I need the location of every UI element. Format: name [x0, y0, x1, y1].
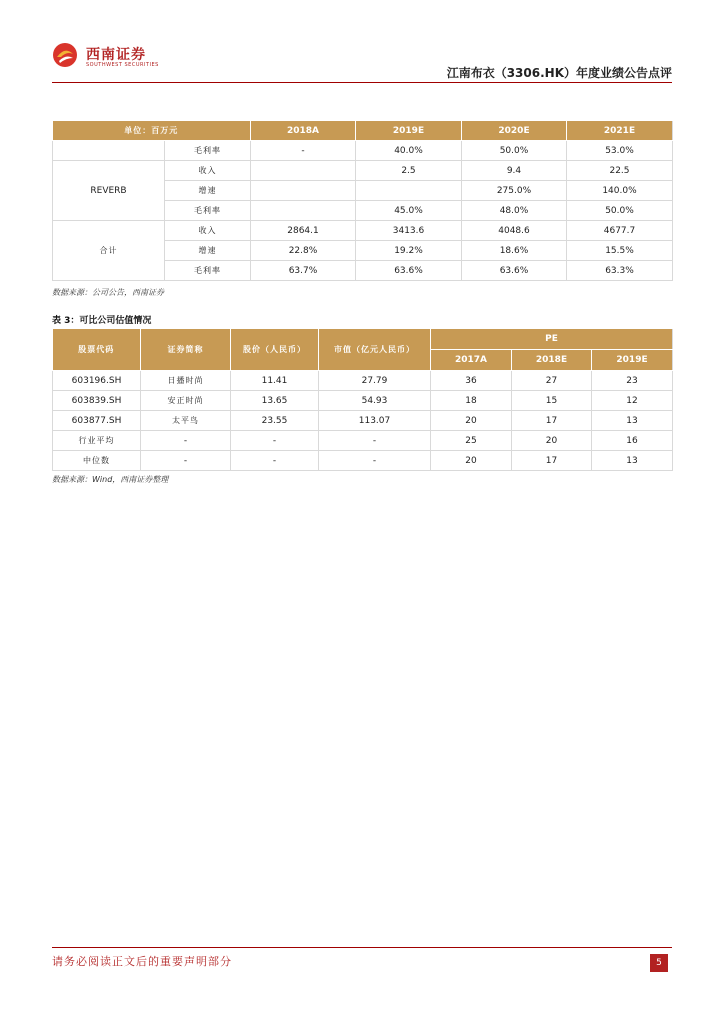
value-cell: 50.0% [567, 201, 673, 221]
price-cell: - [231, 431, 319, 451]
pe-cell: 18 [431, 391, 512, 411]
name-cell: 日播时尚 [141, 371, 231, 391]
pe-cell: 23 [592, 371, 673, 391]
value-cell: 19.2% [356, 241, 462, 261]
value-cell: 9.4 [462, 161, 567, 181]
code-cell: 603839.SH [53, 391, 141, 411]
group-cell: 合计 [53, 221, 165, 281]
value-cell: 275.0% [462, 181, 567, 201]
table-row [53, 161, 673, 181]
value-cell: - [251, 141, 356, 161]
pe-header: PE [431, 329, 673, 350]
value-cell: 2.5 [356, 161, 462, 181]
valuation-table [52, 329, 673, 471]
value-cell: 15.5% [567, 241, 673, 261]
pe-cell: 36 [431, 371, 512, 391]
metric-cell: 毛利率 [165, 201, 251, 221]
cap-cell: - [319, 431, 431, 451]
year-header: 2017A [431, 350, 512, 371]
price-cell: 13.65 [231, 391, 319, 411]
table-row [53, 221, 673, 241]
price-cell: - [231, 451, 319, 471]
pe-cell: 15 [512, 391, 592, 411]
cap-cell: 27.79 [319, 371, 431, 391]
name-header: 证券简称 [141, 329, 231, 371]
company-logo [52, 40, 162, 76]
unit-header: 单位：百万元 [53, 121, 251, 141]
metric-cell: 毛利率 [165, 141, 251, 161]
value-cell: 53.0% [567, 141, 673, 161]
year-header: 2018E [512, 350, 592, 371]
table-row [53, 391, 673, 411]
pe-cell: 17 [512, 451, 592, 471]
value-cell: 63.6% [462, 261, 567, 281]
table3-title: 表 3：可比公司估值情况 [52, 316, 152, 326]
name-cell: - [141, 431, 231, 451]
table-row [53, 451, 673, 471]
pe-cell: 13 [592, 411, 673, 431]
value-cell [251, 161, 356, 181]
year-header: 2018A [251, 121, 356, 141]
code-header: 股票代码 [53, 329, 141, 371]
table-row [53, 141, 673, 161]
page-number: 5 [650, 954, 668, 972]
pe-cell: 17 [512, 411, 592, 431]
table-row [53, 431, 673, 451]
pe-cell: 13 [592, 451, 673, 471]
value-cell [251, 181, 356, 201]
name-cell: - [141, 451, 231, 471]
group-cell [53, 141, 165, 161]
value-cell [356, 181, 462, 201]
value-cell: 63.6% [356, 261, 462, 281]
cap-cell: 113.07 [319, 411, 431, 431]
cap-cell: 54.93 [319, 391, 431, 411]
table-header-row [53, 121, 673, 141]
pe-cell: 20 [431, 411, 512, 431]
code-cell: 中位数 [53, 451, 141, 471]
table3-source: 数据来源：Wind，西南证券整理 [52, 475, 169, 484]
value-cell: 18.6% [462, 241, 567, 261]
code-cell: 603196.SH [53, 371, 141, 391]
value-cell: 22.8% [251, 241, 356, 261]
value-cell: 50.0% [462, 141, 567, 161]
value-cell: 48.0% [462, 201, 567, 221]
value-cell: 4048.6 [462, 221, 567, 241]
table-row [53, 411, 673, 431]
year-header: 2021E [567, 121, 673, 141]
price-header: 股价（人民币） [231, 329, 319, 371]
footer-divider [52, 947, 672, 948]
value-cell: 40.0% [356, 141, 462, 161]
value-cell: 140.0% [567, 181, 673, 201]
name-cell: 安正时尚 [141, 391, 231, 411]
pe-cell: 16 [592, 431, 673, 451]
value-cell [251, 201, 356, 221]
pe-cell: 27 [512, 371, 592, 391]
year-header: 2019E [356, 121, 462, 141]
metric-cell: 收入 [165, 221, 251, 241]
logo-subtext: SOUTHWEST SECURITIES [86, 62, 159, 68]
value-cell: 22.5 [567, 161, 673, 181]
report-title: 江南布衣（3306.HK）年度业绩公告点评 [446, 66, 672, 80]
logo-text: 西南证券 [86, 47, 146, 63]
year-header: 2019E [592, 350, 673, 371]
forecast-table [52, 121, 673, 281]
value-cell: 4677.7 [567, 221, 673, 241]
pe-cell: 25 [431, 431, 512, 451]
logo-mark-icon [52, 42, 78, 68]
code-cell: 603877.SH [53, 411, 141, 431]
group-cell: REVERB [53, 161, 165, 221]
year-header: 2020E [462, 121, 567, 141]
name-cell: 太平鸟 [141, 411, 231, 431]
pe-cell: 20 [431, 451, 512, 471]
cap-cell: - [319, 451, 431, 471]
table-row [53, 371, 673, 391]
value-cell: 63.7% [251, 261, 356, 281]
metric-cell: 毛利率 [165, 261, 251, 281]
cap-header: 市值（亿元人民币） [319, 329, 431, 371]
header-divider [52, 82, 672, 83]
disclaimer-note: 请务必阅读正文后的重要声明部分 [52, 955, 232, 968]
metric-cell: 增速 [165, 241, 251, 261]
value-cell: 2864.1 [251, 221, 356, 241]
metric-cell: 增速 [165, 181, 251, 201]
price-cell: 11.41 [231, 371, 319, 391]
value-cell: 45.0% [356, 201, 462, 221]
pe-cell: 12 [592, 391, 673, 411]
table-header-row [53, 329, 673, 350]
price-cell: 23.55 [231, 411, 319, 431]
code-cell: 行业平均 [53, 431, 141, 451]
value-cell: 3413.6 [356, 221, 462, 241]
pe-cell: 20 [512, 431, 592, 451]
value-cell: 63.3% [567, 261, 673, 281]
metric-cell: 收入 [165, 161, 251, 181]
table1-source: 数据来源：公司公告，西南证券 [52, 288, 164, 297]
